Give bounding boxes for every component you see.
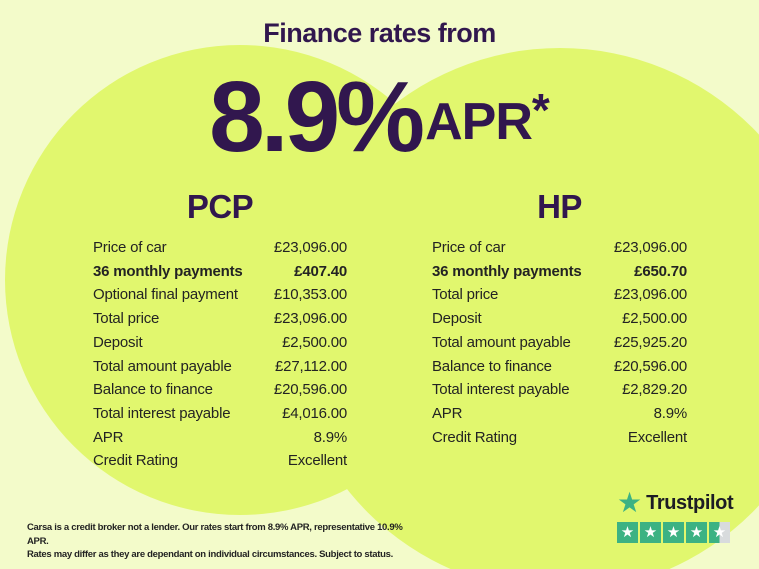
row-value: 8.9% xyxy=(653,404,687,422)
row-value: £20,596.00 xyxy=(273,381,347,399)
pcp-title: PCP xyxy=(186,188,254,225)
table-row xyxy=(93,331,347,355)
row-label: APR xyxy=(432,404,463,422)
row-label: Optional final payment xyxy=(93,286,238,304)
row-label: 36 monthly payments xyxy=(432,262,582,280)
table-row xyxy=(432,355,687,379)
row-label: Balance to finance xyxy=(432,357,552,375)
row-label: Total price xyxy=(432,286,499,304)
rate-asterisk: * xyxy=(531,84,550,136)
table-row xyxy=(93,236,347,260)
row-value: £4,016.00 xyxy=(282,404,347,422)
row-value: £20,596.00 xyxy=(613,357,687,375)
row-value: £23,096.00 xyxy=(613,286,687,304)
row-value: £23,096.00 xyxy=(613,239,687,256)
promo-title: Finance rates from xyxy=(263,18,496,48)
rating-star: ★ xyxy=(640,522,661,543)
row-value: Excellent xyxy=(287,452,347,470)
table-row xyxy=(432,236,687,260)
table-row xyxy=(432,260,687,284)
rating-star: ★ xyxy=(709,522,730,543)
row-value: £23,096.00 xyxy=(273,239,347,256)
table-row xyxy=(432,331,687,355)
row-label: Deposit xyxy=(93,333,143,351)
table-row xyxy=(93,307,347,331)
table-row xyxy=(432,307,687,331)
row-label: Total amount payable xyxy=(432,333,571,351)
rating-star: ★ xyxy=(686,522,707,543)
row-label: Price of car xyxy=(93,239,167,256)
row-value: £650.70 xyxy=(634,262,687,280)
row-value: £2,829.20 xyxy=(622,381,687,399)
table-row xyxy=(432,378,687,402)
trustpilot-badge xyxy=(617,487,734,543)
table-row xyxy=(432,402,687,426)
hp-table xyxy=(432,236,687,449)
hp-title: HP xyxy=(537,188,582,225)
table-row xyxy=(93,402,347,426)
row-value: £23,096.00 xyxy=(273,310,347,328)
row-value: £2,500.00 xyxy=(622,310,687,328)
disclaimer-text xyxy=(27,521,417,562)
rating-star: ★ xyxy=(663,522,684,543)
table-row xyxy=(93,378,347,402)
row-value: £25,925.20 xyxy=(613,333,687,351)
rating-star: ★ xyxy=(617,522,638,543)
pcp-table xyxy=(93,236,347,473)
trustpilot-logo xyxy=(617,487,734,518)
row-label: Total amount payable xyxy=(93,357,232,375)
rate-apr-label: APR xyxy=(425,93,532,151)
row-label: 36 monthly payments xyxy=(93,262,243,280)
row-value: £407.40 xyxy=(294,262,347,280)
pcp-section xyxy=(93,188,347,473)
row-value: 8.9% xyxy=(313,428,347,446)
hp-section xyxy=(432,188,687,449)
rate-headline xyxy=(0,61,759,173)
row-label: Price of car xyxy=(432,239,506,256)
row-label: Total interest payable xyxy=(432,381,570,399)
row-label: APR xyxy=(93,428,124,446)
table-row xyxy=(93,355,347,379)
row-value: £27,112.00 xyxy=(275,357,347,375)
row-value: £10,353.00 xyxy=(273,286,347,304)
row-label: Deposit xyxy=(432,310,482,328)
row-label: Credit Rating xyxy=(432,428,517,446)
row-label: Total price xyxy=(93,310,160,328)
table-row xyxy=(93,426,347,450)
table-row xyxy=(432,283,687,307)
table-row xyxy=(93,283,347,307)
rate-value: 8.9% xyxy=(209,61,422,173)
row-value: £2,500.00 xyxy=(282,333,347,351)
row-label: Total interest payable xyxy=(93,404,231,422)
trustpilot-wordmark: Trustpilot xyxy=(646,491,734,514)
table-row xyxy=(93,260,347,284)
disclaimer-line-1: Carsa is a credit broker not a lender. Our rates start from 8.9% APR, representative 10.9% APR. xyxy=(27,522,403,547)
row-label: Credit Rating xyxy=(93,452,178,470)
trustpilot-star-icon: ★ xyxy=(617,487,643,518)
table-row xyxy=(93,449,347,473)
table-row xyxy=(432,426,687,450)
row-label: Balance to finance xyxy=(93,381,213,399)
row-value: Excellent xyxy=(627,428,687,446)
trustpilot-stars xyxy=(617,522,733,543)
disclaimer-line-2: Rates may differ as they are dependant on individual circumstances. Subject to status. xyxy=(27,549,393,560)
